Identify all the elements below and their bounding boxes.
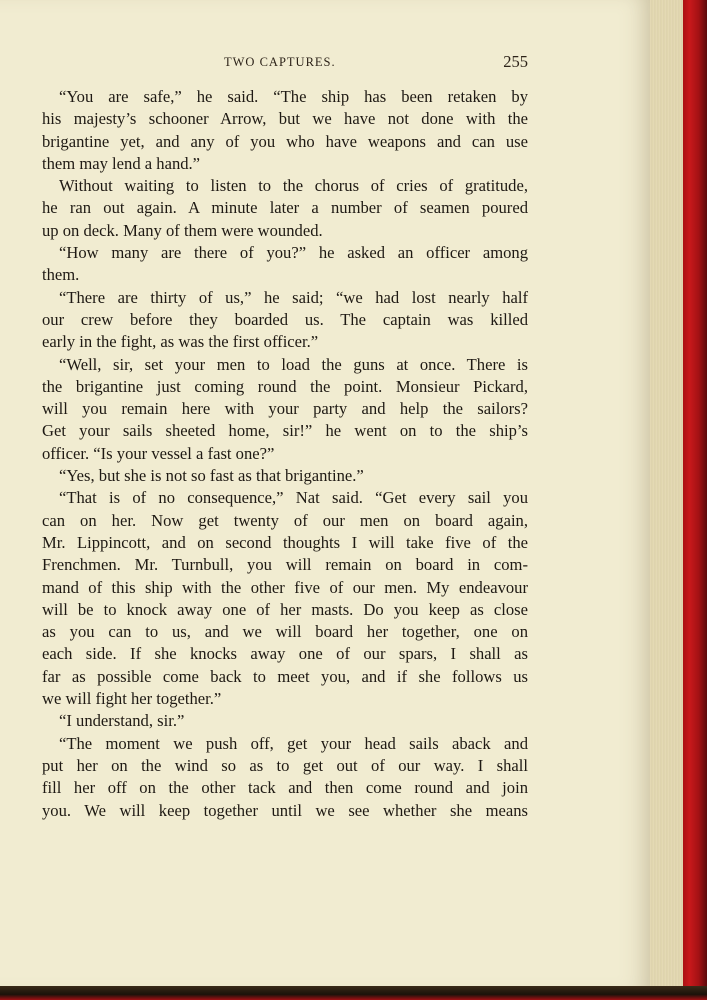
text-line: Frenchmen. Mr. Turnbull, you will remain on board in com- bbox=[42, 555, 528, 575]
text-line: “Yes, but she is not so fast as that brigantine.” bbox=[59, 466, 364, 486]
text-line: early in the fight, as was the first officer.” bbox=[42, 332, 319, 352]
text-line: Mr. Lippincott, and on second thoughts I will take five of the bbox=[42, 532, 528, 552]
text-line: put her on the wind so as to get out of our way. I shall bbox=[42, 755, 528, 775]
text-line: Without waiting to listen to the chorus of cries of gratitude, bbox=[59, 176, 528, 196]
text-line: fill her off on the other tack and then come round and join bbox=[42, 778, 528, 798]
page-number: 255 bbox=[503, 52, 528, 71]
text-line: them may lend a hand.” bbox=[42, 153, 201, 173]
text-line: up on deck. Many of them were wounded. bbox=[42, 220, 323, 240]
text-line: will be to knock away one of her masts. Do you keep as close bbox=[42, 599, 528, 619]
text-line: you. We will keep together until we see whether she means bbox=[42, 800, 528, 820]
text-line: as you can to us, and we will board her together, one on bbox=[42, 622, 528, 642]
running-title: TWO CAPTURES. bbox=[224, 55, 336, 69]
text-line: far as possible come back to meet you, and if she follows us bbox=[42, 666, 528, 686]
text-line: “You are safe,” he said. “The ship has been retaken by bbox=[59, 87, 528, 106]
text-line: brigantine yet, and any of you who have weapons and can use bbox=[42, 131, 528, 151]
book-cover-bottom bbox=[0, 986, 707, 1000]
text-line: the brigantine just coming round the point. Monsieur Pickard, bbox=[42, 376, 528, 396]
text-line: “Well, sir, set your men to load the guns at once. There is bbox=[59, 354, 528, 374]
text-line: them. bbox=[42, 265, 80, 285]
text-line: we will fight her together.” bbox=[42, 689, 222, 709]
text-line: “I understand, sir.” bbox=[59, 711, 185, 731]
text-line: Get your sails sheeted home, sir!” he went on to the ship’s bbox=[42, 421, 528, 441]
text-line: officer. “Is your vessel a fast one?” bbox=[42, 443, 275, 463]
text-line: he ran out again. A minute later a number of seamen poured bbox=[42, 198, 528, 218]
text-line: “There are thirty of us,” he said; “we had lost nearly half bbox=[59, 287, 528, 307]
text-line: mand of this ship with the other five of our men. My endeavour bbox=[42, 577, 528, 597]
book-cover-edge bbox=[680, 0, 707, 1000]
body-text bbox=[42, 86, 528, 822]
text-line: will you remain here with your party and help the sailors? bbox=[42, 399, 528, 419]
text-line: can on her. Now get twenty of our men on board again, bbox=[42, 510, 528, 530]
page-header bbox=[42, 52, 528, 74]
text-line: our crew before they boarded us. The captain was killed bbox=[42, 309, 528, 329]
text-line: his majesty’s schooner Arrow, but we have not done with the bbox=[42, 109, 528, 129]
text-line: each side. If she knocks away one of our spars, I shall as bbox=[42, 644, 528, 664]
text-line: “How many are there of you?” he asked an officer among bbox=[59, 243, 528, 263]
text-line: “That is of no consequence,” Nat said. “Get every sail you bbox=[59, 488, 528, 508]
text-line: “The moment we push off, get your head sails aback and bbox=[59, 733, 528, 753]
